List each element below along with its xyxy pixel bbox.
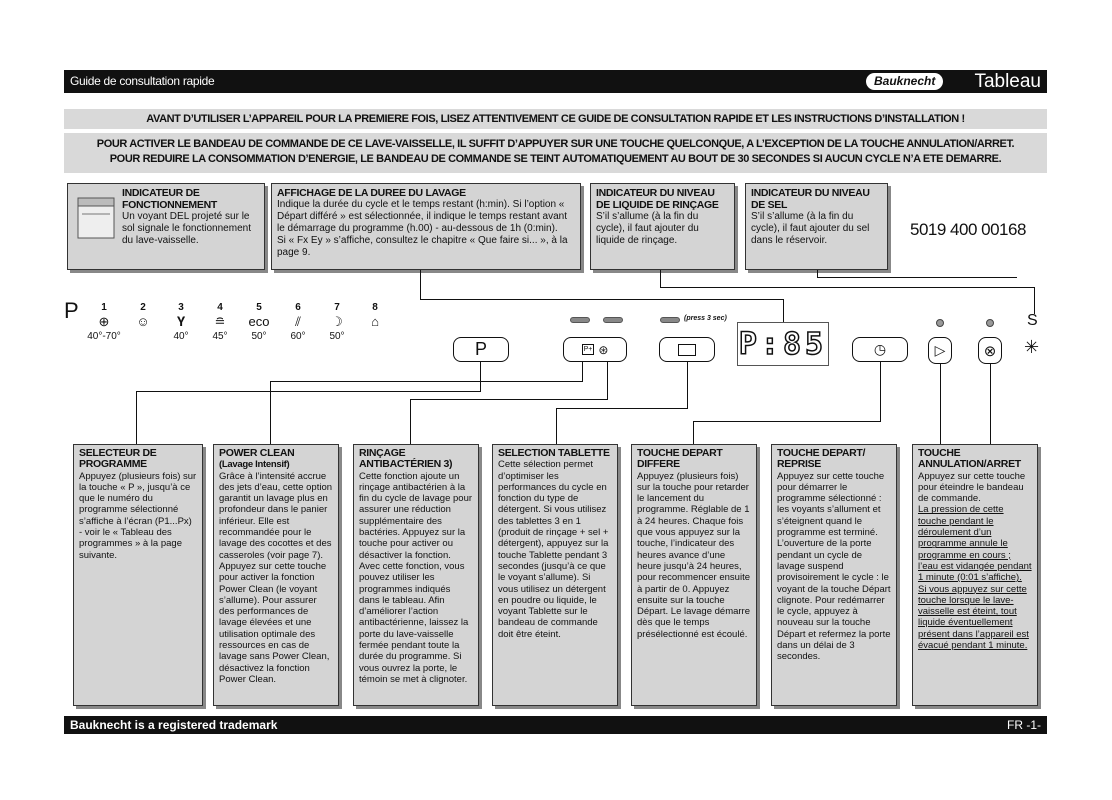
info-box-depart-differe [631, 444, 757, 706]
connector-line [556, 408, 557, 446]
info-text: S’il s’allume (à la fin du cycle), il faut ajouter du liquide de rinçage. [596, 211, 699, 246]
info-text: Appuyez sur cette touche pour éteindre le bandeau de commande. [918, 470, 1026, 505]
info-title: RINÇAGE ANTIBACTÉRIEN 3) [359, 447, 453, 471]
powerclean-antibac-button[interactable] [563, 337, 627, 362]
eco-icon: eco [248, 314, 270, 329]
info-box-affichage [271, 183, 581, 270]
info-text: Cette fonction ajoute un rinçage antibactérien à la fin du cycle de lavage pour assurer une réduction supplémentaire des bactéries. Appuyez sur la touche pour activer ou désactiver la fonction. Avec cette fonction, vous pouvez utiliser les programmes indiqués dans le tableau. Afin d’améliorer l’action antibactérienne, laissez la porte du lave-vaisselle fermée pendant toute la durée du programme. Si vous ouvrez la porte, le témoin se met à clignoter. [359, 470, 473, 685]
header-title: Guide de consultation rapide [70, 74, 215, 88]
connector-line [660, 270, 661, 288]
connector-line [410, 399, 608, 400]
info-box-sel [745, 183, 888, 270]
program-8 [357, 302, 393, 331]
program-5 [241, 302, 277, 342]
soak-icon: ⌂ [371, 314, 379, 329]
info-text: Appuyez (plusieurs fois) sur la touche « P », jusqu’à ce que le numéro du programme sélectionné s’affiche à l’écran (P1...Px) - voir le « Tableau des programmes » à la page suivante. [79, 470, 197, 561]
cancel-icon: ⊗ [983, 342, 997, 360]
program-temp: 40°-70° [87, 331, 121, 342]
quick-icon: ≘ [214, 314, 226, 329]
connector-line [940, 364, 941, 446]
info-box-rincage [590, 183, 735, 270]
dishwasher-icon [74, 192, 118, 242]
tablet-led [660, 317, 680, 323]
program-number: 1 [101, 302, 107, 313]
footer-bar [64, 716, 1047, 734]
floor-light-icon: ✳ [1024, 337, 1040, 357]
program-7 [319, 302, 355, 342]
info-box-antibacterien [353, 444, 479, 706]
info-text: Cette sélection permet d’optimiser les performances du cycle en fonction du type de détergent. Si vous utilisez des tablettes 3 en 1 (produit de rinçage + sel + détergent), appuyez sur la touche Tablette pendant 3 secondes (jusqu’à ce que le voyant s’allume). Si vous utilisez un détergent en poudre ou liquide, le voyant Tablette sur le bandeau de commande doit être éteint. [498, 459, 609, 640]
info-title: INDICATEUR DE FONCTIONNEMENT [122, 187, 217, 211]
footer-page: FR -1- [1007, 718, 1041, 732]
connector-line [480, 362, 481, 392]
program-number: 5 [256, 302, 262, 313]
info-text: Indique la durée du cycle et le temps restant (h:min). Si l’option « Départ différé » est sélectionnée, il indique le temps restant avant le démarrage du programme (h.00) - au-dessous de 1h (0:min). [277, 199, 567, 234]
connector-line [556, 408, 688, 409]
program-number: 4 [217, 302, 223, 313]
connector-line [136, 391, 481, 392]
info-box-annulation [912, 444, 1038, 706]
connector-line [582, 362, 583, 382]
info-box-fonctionnement [67, 183, 265, 270]
warning-energy-line: POUR REDUIRE LA CONSOMMATION D’ENERGIE, LE BANDEAU DE COMMANDE SE TEINT AUTOMATIQUEMENT AU BOUT DE 30 SECONDES SI AUCUN CYCLE N’A ETE DEMARRE. [109, 153, 1002, 165]
warning-activation [64, 133, 1047, 173]
header-bar [64, 70, 1047, 93]
glasses-icon: 𝐘 [176, 314, 186, 329]
info-text: S’il s’allume (à la fin du cycle), il faut ajouter du sel dans le réservoir. [751, 211, 870, 246]
connector-line [783, 299, 784, 323]
clock-icon: ◷ [873, 341, 887, 357]
connector-line [270, 381, 271, 446]
info-text: Appuyez (plusieurs fois) sur la touche pour retarder le lancement du programme. Réglable de 1 à 24 heures. Chaque fois que vous appuyez sur la touche, l’indicateur des heures avance d’une heure jusqu’à 24 heures, pour recommencer ensuite à partir de 0. Appuyez ensuite sur la touche Départ. Le lavage démarre dès que le temps présélectionné est écoulé. [637, 470, 751, 640]
connector-line [880, 362, 881, 422]
tablet-button[interactable] [659, 337, 715, 362]
info-text: Appuyez sur cette touche pour démarrer le programme sélectionné : les voyants s’allument et s’éteignent quand le programme est terminé. L’ouverture de la porte pendant un cycle de lavage suspend provisoirement le cycle : le voyant de la touche Départ clignote. Pour redémarrer le cycle, appuyez à nouveau sur la touche Départ et refermez la porte dans un délai de 3 secondes. [777, 470, 891, 663]
program-number: 6 [295, 302, 301, 313]
program-3 [163, 302, 199, 342]
program-number: 3 [178, 302, 184, 313]
program-6 [280, 302, 316, 342]
connector-line [693, 421, 694, 446]
connector-line [420, 270, 421, 300]
brand-name: Bauknecht [866, 73, 943, 90]
program-number: 8 [372, 302, 378, 313]
auto-icon: ☺ [136, 314, 150, 329]
program-number: 7 [334, 302, 340, 313]
connector-line [817, 277, 1017, 278]
info-title: INDICATEUR DU NIVEAU DE SEL [751, 187, 870, 211]
header-tab: Tableau [974, 71, 1041, 92]
program-temp: 50° [251, 331, 267, 342]
powerclean-led [570, 317, 590, 323]
salt-icon: S [1027, 312, 1038, 329]
press-label: (press 3 sec) [684, 315, 727, 322]
info-title: INDICATEUR DU NIVEAU DE LIQUIDE DE RINÇAGE [596, 187, 719, 211]
delay-button[interactable] [852, 337, 908, 362]
info-text: Un voyant DEL projeté sur le sol signale le fonctionnement du lave-vaisselle. [122, 211, 251, 246]
program-button[interactable]: P [453, 337, 509, 362]
warning-activation-line: POUR ACTIVER LE BANDEAU DE COMMANDE DE CE LAVE-VAISSELLE, IL SUFFIT D’APPUYER SUR UNE TOUCHE QUELCONQUE, A L’EXCEPTION DE LA TOUCHE ANNULATION/ARRET. [96, 138, 1015, 150]
info-box-powerclean [213, 444, 339, 706]
cancel-button[interactable] [978, 337, 1002, 364]
night-icon: ☽ [331, 314, 343, 329]
start-led [936, 319, 944, 327]
program-1 [86, 302, 122, 342]
cancel-led [986, 319, 994, 327]
warning-read-manual: AVANT D’UTILISER L’APPAREIL POUR LA PREMIERE FOIS, LISEZ ATTENTIVEMENT CE GUIDE DE CONSULTATION RAPIDE ET LES INSTRUCTIONS D’INSTALLATION ! [64, 109, 1047, 129]
info-title: TOUCHE DEPART/ REPRISE [777, 447, 866, 471]
info-subtitle: (Lavage Intensif) [219, 459, 290, 471]
connector-line [1034, 287, 1035, 314]
connector-line [270, 381, 583, 382]
start-button[interactable] [928, 337, 952, 364]
powerclean-icon: P+ [583, 346, 593, 353]
connector-line [660, 287, 1034, 288]
normal-icon: ⫽ [295, 314, 301, 329]
connector-line [136, 391, 137, 446]
info-text: Grâce à l’intensité accrue des jets d’eau, cette option garantit un lavage plus en profondeur dans le panier inférieur. Elle est recommandée pour le lavage des cocottes et des casseroles (voir page 7). Appuyez sur cette touche pour activer la fonction Power Clean (le voyant s’allume). Pour assurer des performances de lavage élevées et une utilisation optimale des ressources en cas de lavage sans Power Clean, désactivez la fonction Power Clean. [219, 470, 333, 685]
info-box-tablette [492, 444, 618, 706]
connector-line [410, 399, 411, 446]
program-temp: 45° [212, 331, 228, 342]
info-box-selecteur [73, 444, 203, 706]
brand-logo [866, 72, 943, 91]
program-number: 2 [140, 302, 146, 313]
info-text-2: La pression de cette touche pendant le déroulement d’un programme annule le programme en cours ; l’eau est vidangée pendant 1 minute (0:01 s’affiche). Si vous appuyez sur cette touche lorsque le lave-vaisselle est éteint, tout liquide éventuellement présent dans l’appareil est évacué pendant 1 minute. [918, 504, 1032, 652]
program-temp: 40° [173, 331, 189, 342]
antibac-led [603, 317, 623, 323]
program-p-label: P [64, 298, 79, 323]
info-title: TOUCHE ANNULATION/ARRET [918, 447, 1021, 471]
time-display: P:85 [737, 322, 829, 366]
info-box-depart-reprise [771, 444, 897, 706]
part-number: 5019 400 00168 [910, 220, 1026, 239]
info-text-2: Si « Fx Ey » s’affiche, consultez le chapitre « Que faire si... », à la page 9. [277, 235, 568, 258]
info-title: POWER CLEAN [219, 447, 295, 459]
antibac-icon: ⊛ [598, 342, 609, 357]
info-title: TOUCHE DEPART DIFFERE [637, 447, 723, 471]
connector-line [990, 364, 991, 446]
tablet-icon [678, 344, 696, 356]
program-2 [125, 302, 161, 331]
connector-line [420, 299, 783, 300]
info-title: AFFICHAGE DE LA DUREE DU LAVAGE [277, 187, 466, 199]
info-title: SELECTEUR DE PROGRAMME [79, 447, 157, 471]
intensive-icon: ⊕ [98, 314, 110, 329]
connector-line [693, 421, 881, 422]
connector-line [607, 362, 608, 400]
footer-trademark: Bauknecht is a registered trademark [70, 718, 278, 732]
program-temp: 60° [290, 331, 306, 342]
connector-line [687, 362, 688, 409]
play-icon: ▷ [934, 342, 946, 358]
info-title: SELECTION TABLETTE [498, 447, 610, 459]
program-4 [202, 302, 238, 342]
program-temp: 50° [329, 331, 345, 342]
